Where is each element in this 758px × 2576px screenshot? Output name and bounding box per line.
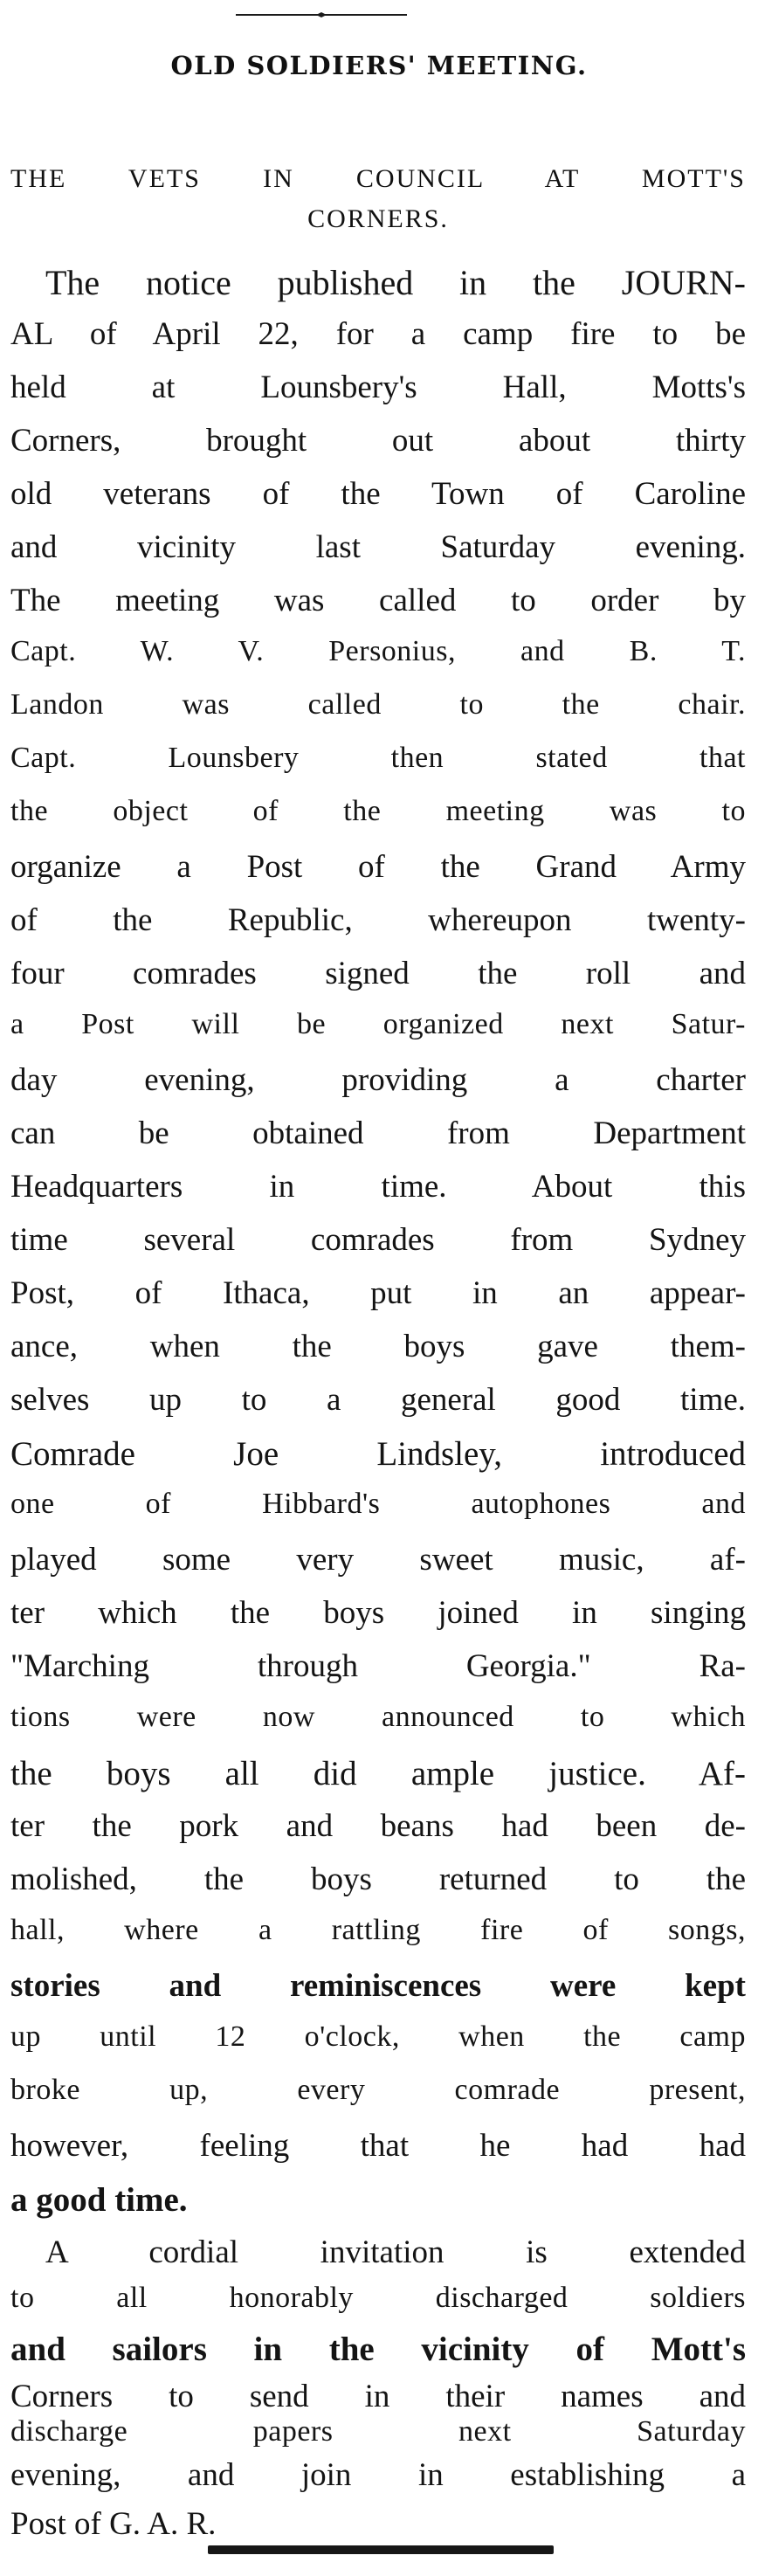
paragraph-2-last-line: Post of G. A. R. [10,2506,217,2542]
paragraph-1-line: Capt. W. V. Personius, and B. T. [10,635,746,667]
subheadline-line-1: THE VETS IN COUNCIL AT MOTT'S [10,164,746,193]
ornamental-rule-graphic [236,12,407,17]
paragraph-1-line: AL of April 22, for a camp fire to be [10,316,746,352]
paragraph-1-line: up until 12 o'clock, when the camp [10,2020,746,2053]
paragraph-1-line: of the Republic, whereupon twenty- [10,902,746,938]
paragraph-2-line: discharge papers next Saturday [10,2415,746,2448]
paragraph-1-line: Post, of Ithaca, put in an appear- [10,1275,746,1311]
paragraph-1-line: Corners, brought out about thirty [10,423,746,459]
paragraph-1-line: Comrade Joe Lindsley, introduced [10,1435,746,1473]
paragraph-1-line: one of Hibbard's autophones and [10,1488,746,1520]
paragraph-1-line: stories and reminiscences were kept [10,1968,746,2004]
paragraph-1-line: time several comrades from Sydney [10,1222,746,1258]
paragraph-1-line: four comrades signed the roll and [10,956,746,991]
paragraph-1-line: molished, the boys returned to the [10,1861,746,1897]
paragraph-1-line: held at Lounsbery's Hall, Motts's [10,369,746,405]
paragraph-1-line: Headquarters in time. About this [10,1169,746,1205]
paragraph-1-line: and vicinity last Saturday evening. [10,529,746,565]
paragraph-2-line: Corners to send in their names and [10,2379,746,2414]
paragraph-2-line: and sailors in the vicinity of Mott's [10,2331,746,2368]
paragraph-1-line: Capt. Lounsbery then stated that [10,742,746,774]
paragraph-1-line: played some very sweet music, af- [10,1542,746,1578]
subheadline-line-2: CORNERS. [307,204,449,233]
paragraph-1-line: ter the pork and beans had been de- [10,1808,746,1844]
paragraph-1-line: The notice published in the JOURN- [45,263,746,302]
top-ornamental-rule [236,12,407,17]
paragraph-1-line: "Marching through Georgia." Ra- [10,1648,746,1684]
paragraph-1-line: organize a Post of the Grand Army [10,849,746,885]
paragraph-2-line: to all honorably discharged soldiers [10,2282,746,2314]
paragraph-1-line: The meeting was called to order by [10,583,746,618]
paragraph-1-line: the boys all did ample justice. Af- [10,1755,746,1792]
paragraph-1-line: Landon was called to the chair. [10,688,746,721]
paragraph-1-line: a Post will be organized next Satur- [10,1008,746,1040]
paragraph-2-line: A cordial invitation is extended [45,2234,746,2270]
bottom-rule [208,2545,554,2554]
paragraph-2-line: evening, and join in establishing a [10,2457,746,2493]
paragraph-1-line: selves up to a general good time. [10,1382,746,1418]
paragraph-1-line: day evening, providing a charter [10,1062,746,1098]
paragraph-1-line: however, feeling that he had had [10,2128,746,2164]
paragraph-1-line: the object of the meeting was to [10,795,746,827]
headline: OLD SOLDIERS' MEETING. [170,51,588,80]
paragraph-1-line: broke up, every comrade present, [10,2074,746,2106]
paragraph-1-line: can be obtained from Department [10,1115,746,1151]
paragraph-1-line: ter which the boys joined in singing [10,1595,746,1631]
paragraph-1-line: ance, when the boys gave them- [10,1329,746,1364]
subheadline [10,159,746,239]
paragraph-1-line: tions were now announced to which [10,1701,746,1733]
paragraph-1-line: old veterans of the Town of Caroline [10,476,746,512]
paragraph-1-line: hall, where a rattling fire of songs, [10,1914,746,1946]
paragraph-1-line: a good time. [10,2181,188,2219]
